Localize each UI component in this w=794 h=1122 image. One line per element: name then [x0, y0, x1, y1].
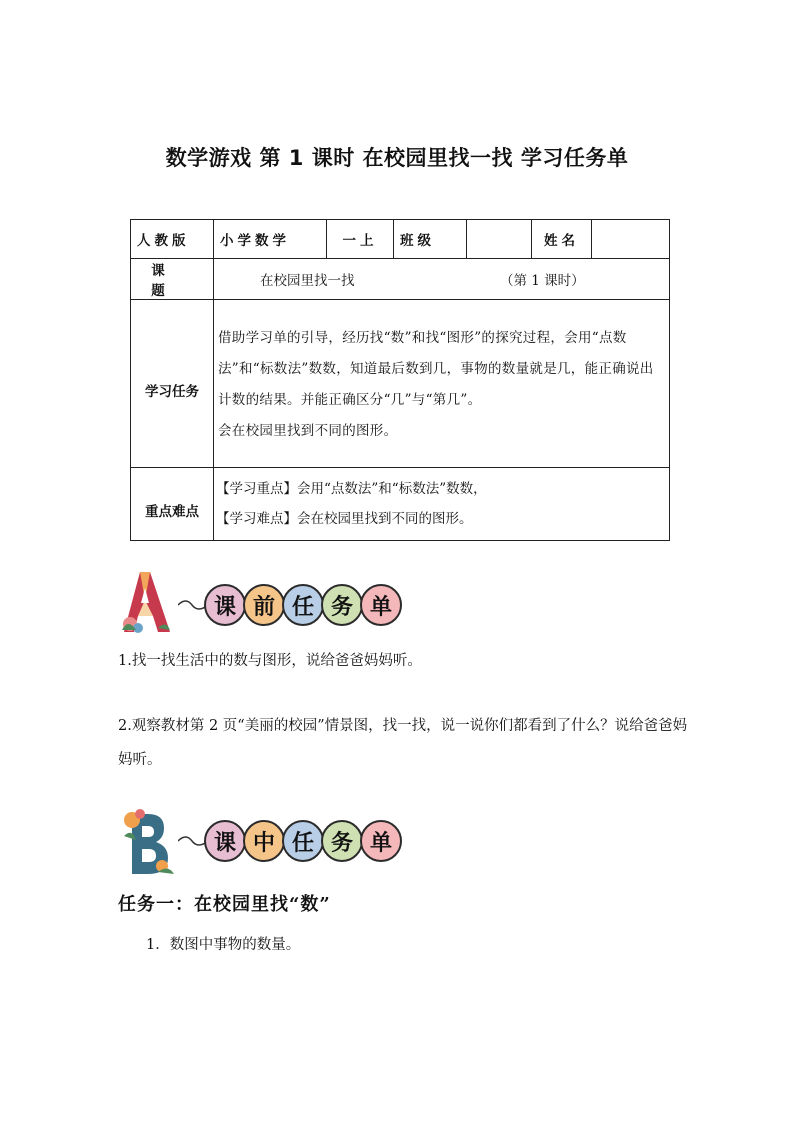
lesson-info-table	[130, 219, 670, 541]
grade-cell: 一上	[327, 220, 394, 259]
banner-char: 中	[243, 820, 285, 862]
key-point: 【学习重点】会用“点数法”和“标数法”数数，	[216, 481, 487, 497]
table-row	[131, 220, 670, 259]
letter-b-icon	[118, 806, 178, 876]
section-a-banner	[118, 570, 399, 640]
topic-text: 在校园里找一找	[260, 273, 355, 289]
name-field[interactable]	[592, 220, 670, 259]
task-label: 学习任务	[131, 300, 214, 468]
banner-char: 任	[282, 584, 324, 626]
banner-char: 务	[321, 584, 363, 626]
key-cell	[214, 468, 670, 541]
table-row	[131, 468, 670, 541]
task1-heading: 任务一：在校园里找“数”	[118, 894, 331, 915]
pre-task-1: 1.找一找生活中的数与图形，说给爸爸妈妈听。	[118, 653, 422, 669]
key-label: 重点难点	[131, 468, 214, 541]
lesson-number: （第 1 课时）	[500, 273, 585, 289]
banner-char: 单	[360, 584, 402, 626]
task-text-2: 会在校园里找到不同的图形。	[218, 422, 398, 439]
subject-cell: 小学数学	[214, 220, 327, 259]
banner-char: 单	[360, 820, 402, 862]
class-field[interactable]	[467, 220, 532, 259]
task1-item1: 1．数图中事物的数量。	[146, 937, 301, 953]
page-title: 数学游戏 第 1 课时 在校园里找一找 学习任务单	[165, 146, 629, 170]
table-row	[131, 300, 670, 468]
name-label: 姓名	[532, 220, 592, 259]
letter-a-icon	[118, 570, 178, 640]
difficulty: 【学习难点】会在校园里找到不同的图形。	[216, 511, 473, 527]
class-label: 班级	[394, 220, 467, 259]
task-cell	[214, 300, 670, 468]
topic-label: 课题	[131, 259, 214, 300]
banner-char: 任	[282, 820, 324, 862]
table-row	[131, 259, 670, 300]
banner-char: 务	[321, 820, 363, 862]
pre-task-2: 2.观察教材第 2 页“美丽的校园”情景图，找一找，说一说你们都看到了什么？说给爸爸妈妈听。	[118, 718, 688, 768]
section-b-banner	[118, 806, 399, 876]
task-text: 借助学习单的引导，经历找“数”和找“图形”的探究过程，会用“点数法”和“标数法”数数，知道最后数到几，事物的数量就是几，能正确说出计数的结果。并能正确区分“几”与“第几”。	[218, 329, 654, 408]
banner-char: 前	[243, 584, 285, 626]
topic-cell	[214, 259, 670, 300]
banner-char: 课	[204, 584, 246, 626]
publisher-cell: 人教版	[131, 220, 214, 259]
banner-char: 课	[204, 820, 246, 862]
